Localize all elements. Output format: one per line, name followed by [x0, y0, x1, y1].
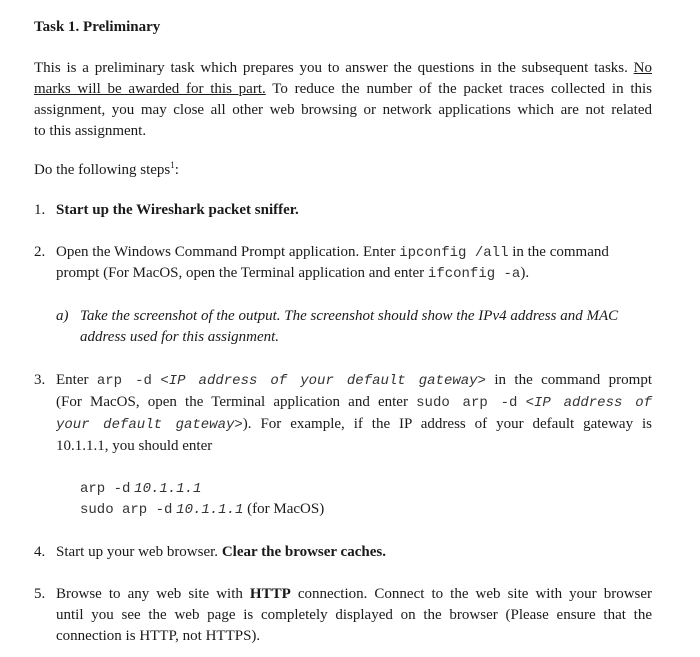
step-2a-line-1: Take the screenshot of the output. The screenshot should show the IPv4 address and MAC: [80, 308, 619, 324]
step-3-line-3: your default gateway>). For example, if the IP address of your default gateway is: [56, 416, 652, 433]
command-ipconfig: ipconfig /all: [399, 245, 509, 261]
intro-line-3: assignment, you may close all other web browsing or network applications which are not related: [34, 102, 652, 118]
step-2-number: 2.: [34, 244, 46, 260]
step-5-line-3: connection is HTTP, not HTTPS).: [56, 628, 261, 644]
steps-intro: Do the following steps$^1$:: [34, 160, 179, 178]
step-5-number: 5.: [34, 586, 46, 602]
step-2-line-2: prompt (For MacOS, open the Terminal application and enter ifconfig -a).: [56, 265, 530, 282]
intro-line-4: to this assignment.: [34, 123, 147, 139]
step-3-number: 3.: [34, 372, 46, 388]
example-command-1: arp -d 10.1.1.1: [80, 481, 202, 497]
command-arp: arp -d: [96, 373, 152, 389]
step-2a-line-2: address used for this assignment.: [80, 329, 280, 345]
command-ifconfig: ifconfig -a: [427, 266, 521, 282]
step-3-line-4: 10.1.1.1, you should enter: [56, 438, 213, 454]
step-4-text: Start up your web browser. Clear the browser caches.: [56, 544, 386, 560]
step-3-line-2: (For MacOS, open the Terminal application and enter sudo arp -d <IP address of: [56, 394, 653, 411]
example-command-2: sudo arp -d 10.1.1.1 (for MacOS): [80, 501, 325, 518]
step-5-line-1: Browse to any web site with HTTP connection. Connect to the web site with your browser: [56, 586, 653, 602]
step-1-text: Start up the Wireshark packet sniffer.: [56, 202, 299, 218]
command-sudo-arp: sudo arp -d: [416, 395, 518, 411]
step-3-line-1: Enter arp -d <IP address of your default gateway> in the command prompt: [56, 372, 652, 389]
step-5-line-2: until you see the web page is completely displayed on the browser (Please ensure that the: [56, 607, 652, 623]
step-1-number: 1.: [34, 202, 46, 218]
step-2a-label: a): [56, 308, 69, 324]
step-2-line-1: Open the Windows Command Prompt application. Enter ipconfig /all in the command: [56, 244, 609, 261]
footnote-marker: 1: [170, 160, 175, 170]
step-4-number: 4.: [34, 544, 46, 560]
intro-line-2: marks will be awarded for this part. To reduce the number of the packet traces collected in this: [34, 81, 653, 97]
intro-line-1: This is a preliminary task which prepares you to answer the questions in the subsequent tasks. No: [34, 60, 653, 76]
task-title: Task 1. Preliminary: [34, 19, 161, 35]
